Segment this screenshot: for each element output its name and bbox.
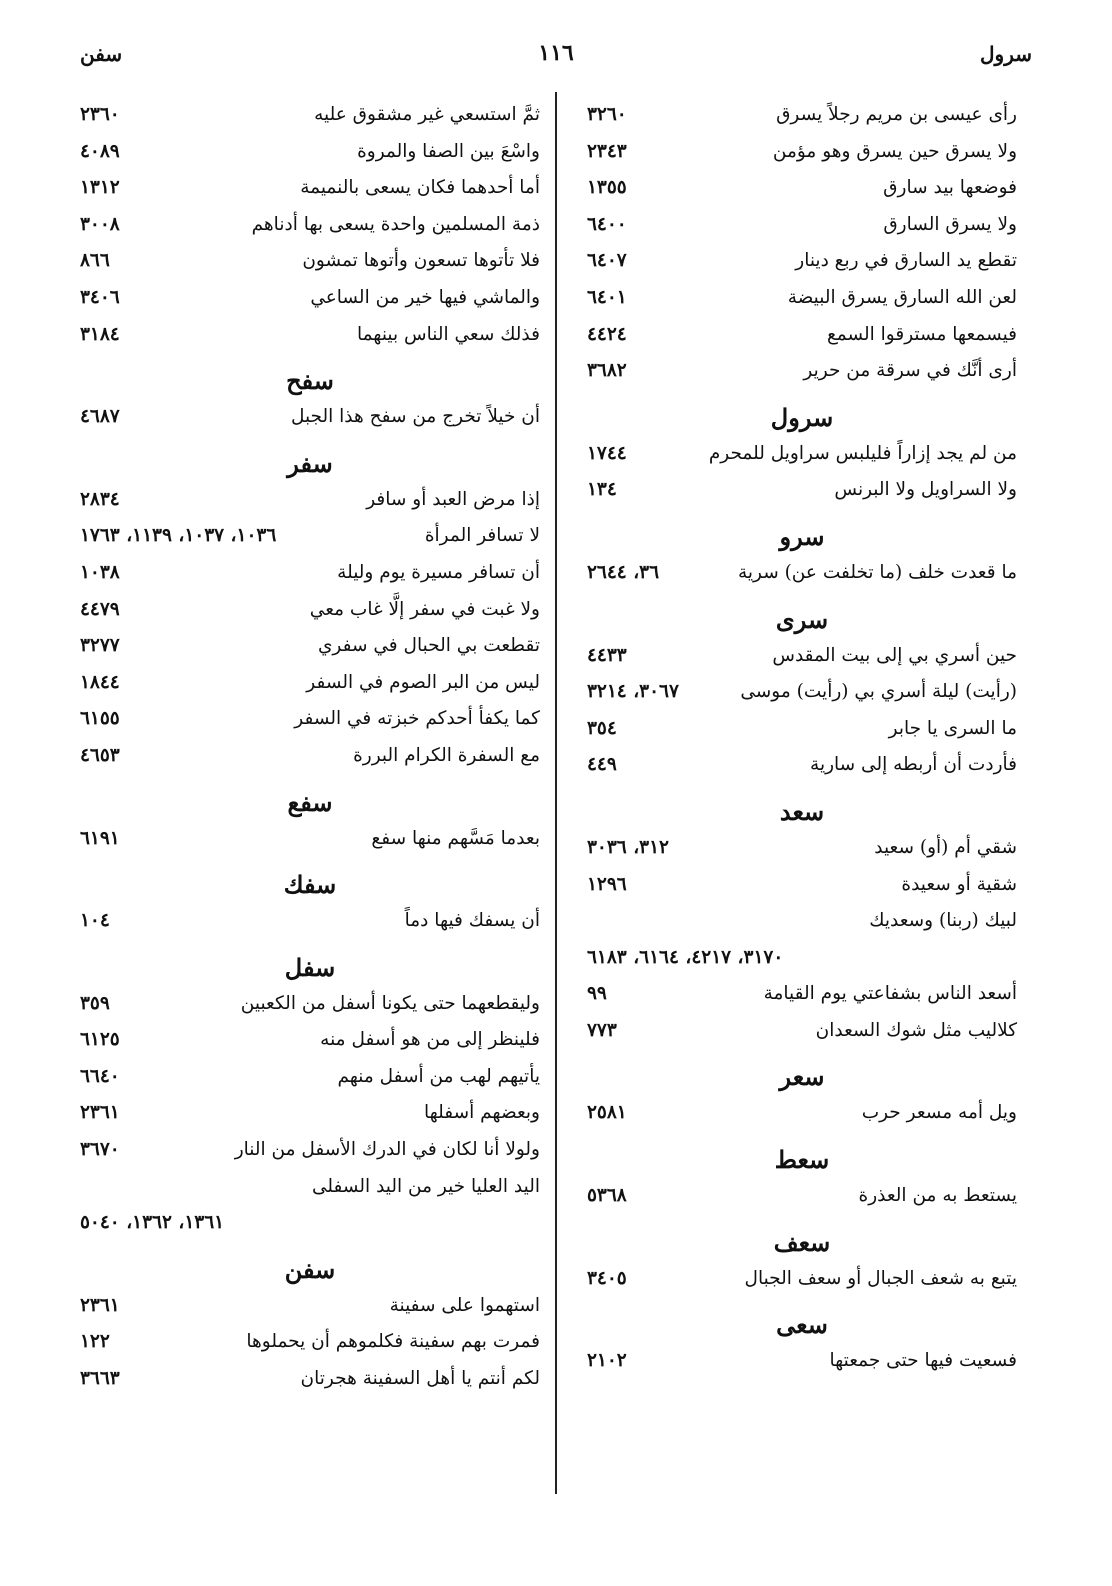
entry-text: وليقطعهما حتى يكونا أسفل من الكعبين	[240, 992, 540, 1014]
entry-row	[80, 906, 540, 943]
entry-row	[80, 210, 540, 247]
entry-text: ولولا أنا لكان في الدرك الأسفل من النار	[234, 1139, 540, 1161]
entry-text: فيسمعها مسترقوا السمع	[826, 323, 1017, 345]
entry-row	[587, 320, 1017, 357]
section-heading: سعد	[779, 796, 825, 826]
entry-row	[587, 750, 1017, 787]
entry-number: ٣٤٠٦	[80, 286, 120, 308]
entry-number: ٥٣٦٨	[587, 1185, 627, 1207]
entry-number: ٣٦٨٢	[587, 360, 627, 382]
entry-number: ١٠٤	[80, 910, 110, 932]
entry-number: ١٣٥٥	[587, 177, 627, 199]
entry-row	[80, 100, 540, 137]
entry-text: ولا السراويل ولا البرنس	[834, 479, 1017, 501]
entry-number: ١٧٤٤	[587, 442, 627, 464]
entry-number: ١٨٤٤	[80, 671, 120, 693]
entry-number: ٣٦٦٣	[80, 1368, 120, 1390]
entry-number: ٢٣٦٠	[80, 104, 120, 125]
section-heading: سفر	[287, 448, 333, 478]
entry-number: ٣٢٧٧	[80, 635, 120, 657]
section-heading: سفك	[283, 870, 337, 900]
entry-row	[80, 521, 540, 558]
entry-text: (رأيت) ليلة أسري بي (رأيت) موسى	[740, 681, 1017, 703]
entry-text: لكم أنتم يا أهل السفينة هجرتان	[300, 1368, 540, 1390]
entry-number: ٣١٢، ٣٠٣٦	[587, 836, 669, 858]
entry-row	[587, 714, 1017, 751]
entry-number: ٦١٢٥	[80, 1029, 120, 1051]
entry-number: ٣٦٧٠	[80, 1139, 120, 1161]
entry-number: ٣٥٩	[80, 992, 110, 1014]
entry-number: ٢٣٤٣	[587, 140, 627, 162]
entry-text: رأى عيسى بن مريم رجلاً يسرق	[776, 104, 1017, 125]
entry-text: أسعد الناس بشفاعتي يوم القيامة	[763, 983, 1017, 1005]
entry-text: ولا غبت في سفر إلَّا غاب معي	[309, 598, 540, 620]
continuation-line	[587, 943, 1017, 980]
entry-row	[587, 558, 1017, 595]
section-heading: سرول	[770, 402, 834, 432]
entry-text: شقية أو سعيدة	[901, 873, 1017, 895]
entry-row	[80, 1062, 540, 1099]
entry-row	[80, 1327, 540, 1364]
entry-text: أن تسافر مسيرة يوم وليلة	[337, 561, 540, 583]
entry-number: ٧٧٣	[587, 1019, 617, 1041]
entry-row	[80, 173, 540, 210]
section-heading: سعر	[779, 1062, 825, 1092]
entry-row	[587, 283, 1017, 320]
entry-row	[80, 1025, 540, 1062]
entry-number: ٣٠٠٨	[80, 213, 120, 235]
entry-text: يستعط به من العذرة	[858, 1185, 1017, 1207]
entry-row	[587, 906, 1017, 943]
entry-number: ١٢٩٦	[587, 873, 627, 895]
entry-row	[587, 1098, 1017, 1135]
entry-row	[80, 137, 540, 174]
entry-row	[80, 558, 540, 595]
entry-row	[80, 741, 540, 778]
entry-row	[80, 668, 540, 705]
entry-text: كلاليب مثل شوك السعدان	[815, 1019, 1017, 1041]
entry-row	[80, 1135, 540, 1172]
entry-number: ٣٤٠٥	[587, 1267, 627, 1289]
entry-row	[80, 246, 540, 283]
entry-row	[80, 595, 540, 632]
entry-number: ١٠٣٨	[80, 561, 120, 583]
entry-number: ٦٤٠٠	[587, 213, 627, 235]
entry-row	[80, 1364, 540, 1401]
section-heading: سفن	[284, 1254, 336, 1284]
entry-number: ٢٥٨١	[587, 1102, 627, 1124]
section-heading: سعف	[773, 1227, 831, 1257]
entry-row	[80, 989, 540, 1026]
entry-row	[587, 1264, 1017, 1301]
section-heading: سعط	[774, 1145, 830, 1175]
entry-number: ٦٦٤٠	[80, 1065, 120, 1087]
entry-text: ذمة المسلمين واحدة يسعى بها أدناهم	[251, 213, 540, 235]
entry-text: شقي أم (أو) سعيد	[874, 836, 1017, 858]
entry-row	[587, 1181, 1017, 1218]
entry-number: ٨٦٦	[80, 250, 110, 272]
entry-text: ولا يسرق السارق	[883, 213, 1017, 235]
entry-number: ٣١٨٤	[80, 323, 120, 345]
entry-text: فلينظر إلى من هو أسفل منه	[320, 1029, 540, 1051]
entry-row	[80, 283, 540, 320]
entry-text: ولا يسرق حين يسرق وهو مؤمن	[772, 140, 1017, 162]
entry-number: ١٠٣٦، ١٠٣٧، ١١٣٩، ١٧٦٣	[80, 525, 277, 547]
entry-number: ٤٠٨٩	[80, 140, 120, 162]
entry-row	[80, 704, 540, 741]
entry-text: بعدما مَسَّهم منها سفع	[371, 827, 540, 849]
entry-row	[80, 824, 540, 861]
entry-row	[80, 1291, 540, 1328]
entry-text: من لم يجد إزاراً فليلبس سراويل للمحرم	[708, 442, 1017, 464]
entry-text: واسْعَ بين الصفا والمروة	[357, 140, 540, 162]
entry-text: أما أحدهما فكان يسعى بالنميمة	[300, 177, 540, 199]
entry-row	[587, 173, 1017, 210]
entry-text: إذا مرض العبد أو سافر	[366, 488, 540, 510]
entry-text: مع السفرة الكرام البررة	[353, 744, 540, 766]
entry-number: ٦١٩١	[80, 827, 120, 849]
entry-number: ٦١٥٥	[80, 708, 120, 730]
entry-row	[80, 485, 540, 522]
entry-text: ليس من البر الصوم في السفر	[306, 671, 540, 693]
entry-row	[587, 1016, 1017, 1053]
entry-row	[587, 439, 1017, 476]
entry-number: ١٣١٢	[80, 177, 120, 199]
entry-text: كما يكفأ أحدكم خبزته في السفر	[294, 708, 540, 730]
section-heading: سفع	[287, 787, 333, 817]
header-right-word: سرول	[980, 42, 1032, 66]
entry-number: ٤٦٨٧	[80, 406, 120, 428]
entry-number: ٦٤٠١	[587, 286, 627, 308]
entry-text: ويل أمه مسعر حرب	[861, 1102, 1017, 1124]
entry-number: ٣٠٦٧، ٣٢١٤	[587, 681, 679, 703]
entry-row	[587, 210, 1017, 247]
entry-number: ٤٦٥٣	[80, 744, 120, 766]
column-divider	[555, 92, 557, 1494]
entry-text: فمرت بهم سفينة فكلموهم أن يحملوها	[246, 1331, 540, 1353]
entry-text: فأردت أن أربطه إلى سارية	[810, 754, 1017, 776]
entry-number: ٢٣٦١	[80, 1294, 120, 1316]
entry-text: يأتيهم لهب من أسفل منهم	[337, 1065, 540, 1087]
entry-row	[587, 100, 1017, 137]
section-heading: سعى	[776, 1310, 828, 1340]
entry-text: أن خيلاً تخرج من سفح هذا الجبل	[290, 406, 540, 428]
entry-text: تقطع يد السارق في ربع دينار	[795, 250, 1017, 272]
entry-row	[80, 1098, 540, 1135]
continuation-numbers: ١٣٦١، ١٣٦٢، ٥٠٤٠	[80, 1212, 225, 1234]
entry-row	[587, 833, 1017, 870]
entry-text: والماشي فيها خير من الساعي	[310, 286, 540, 308]
entry-text: لبيك (ربنا) وسعديك	[869, 910, 1017, 932]
entry-row	[587, 677, 1017, 714]
entry-number: ٢٨٣٤	[80, 488, 120, 510]
entry-row	[587, 641, 1017, 678]
entry-number: ٦٤٠٧	[587, 250, 627, 272]
entry-row	[80, 402, 540, 439]
section-heading: سرى	[775, 604, 829, 634]
continuation-line	[80, 1208, 540, 1245]
entry-number: ١٢٢	[80, 1331, 110, 1353]
section-heading: سرو	[779, 521, 825, 551]
entry-row	[587, 356, 1017, 393]
header-left-word: سفن	[80, 42, 123, 66]
entry-text: استهموا على سفينة	[389, 1294, 540, 1316]
entry-number: ٢١٠٢	[587, 1350, 627, 1372]
left-column	[80, 100, 540, 1401]
entry-text: أن يسفك فيها دماً	[404, 910, 540, 932]
entry-text: فذلك سعي الناس بينهما	[356, 323, 540, 345]
entry-number: ٣٥٤	[587, 717, 617, 739]
entry-text: فسعيت فيها حتى جمعتها	[829, 1350, 1017, 1372]
entry-text: أرى أنَّك في سرقة من حرير	[803, 360, 1017, 382]
entry-number: ٩٩	[587, 983, 607, 1005]
entry-text: لعن الله السارق يسرق البيضة	[787, 286, 1017, 308]
entry-number: ٣٦، ٢٦٤٤	[587, 561, 660, 583]
entry-row	[80, 631, 540, 668]
entry-text: لا تسافر المرأة	[424, 525, 540, 547]
page-number: ١١٦	[538, 40, 574, 66]
entry-number: ٤٤٢٤	[587, 323, 627, 345]
entry-text: فلا تأتوها تسعون وأتوها تمشون	[302, 250, 540, 272]
continuation-numbers: ٣١٧٠، ٤٢١٧، ٦١٦٤، ٦١٨٣	[587, 946, 784, 968]
entry-text: فوضعها بيد سارق	[883, 177, 1017, 199]
entry-row	[587, 137, 1017, 174]
section-heading: سفل	[284, 952, 336, 982]
entry-text: ما السرى يا جابر	[888, 717, 1017, 739]
entry-text: اليد العليا خير من اليد السفلى	[312, 1175, 540, 1197]
entry-row	[587, 246, 1017, 283]
right-column	[587, 100, 1017, 1383]
entry-text: يتبع به شعف الجبال أو سعف الجبال	[744, 1267, 1017, 1289]
section-heading: سفح	[286, 366, 334, 396]
entry-text: وبعضهم أسفلها	[423, 1102, 540, 1124]
entry-text: ما قعدت خلف (ما تخلفت عن) سرية	[737, 561, 1017, 583]
entry-number: ٣٢٦٠	[587, 104, 627, 125]
entry-row	[80, 320, 540, 357]
entry-row	[80, 1172, 540, 1209]
entry-number: ٤٤٣٣	[587, 644, 627, 666]
entry-row	[587, 475, 1017, 512]
entry-row	[587, 870, 1017, 907]
entry-number: ٤٤٧٩	[80, 598, 120, 620]
entry-number: ٤٤٩	[587, 754, 617, 776]
entry-number: ١٣٤	[587, 479, 617, 501]
entry-row	[587, 979, 1017, 1016]
entry-text: تقطعت بي الحبال في سفري	[317, 635, 540, 657]
entry-row	[587, 1346, 1017, 1383]
entry-number: ٢٣٦١	[80, 1102, 120, 1124]
page-header	[80, 42, 1032, 78]
entry-text: ثمَّ استسعي غير مشقوق عليه	[314, 104, 540, 125]
entry-text: حين أسري بي إلى بيت المقدس	[772, 644, 1017, 666]
